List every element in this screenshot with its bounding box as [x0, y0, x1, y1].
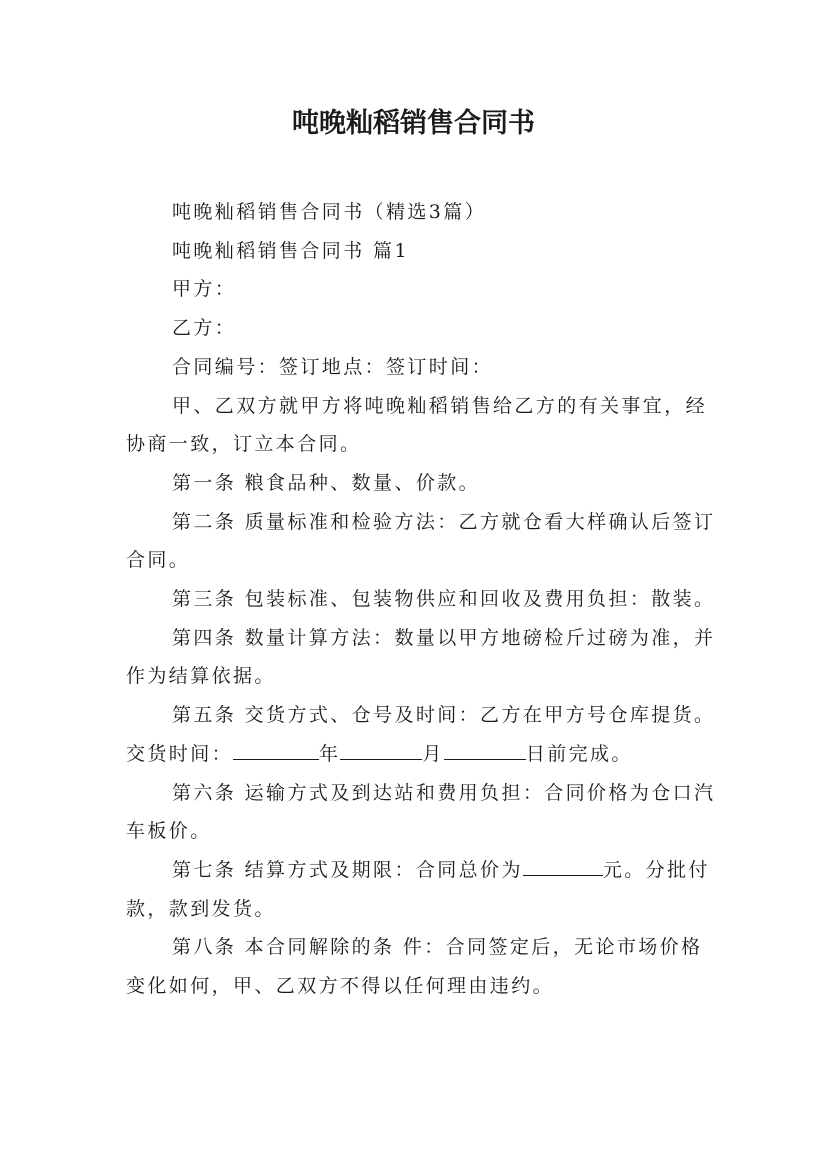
- paragraph-preamble: 甲、乙双方就甲方将吨晚籼稻销售给乙方的有关事宜，经协商一致，订立本合同。: [126, 394, 708, 456]
- paragraph-party-a: 甲方：: [172, 278, 237, 301]
- paragraph-subtitle: 吨晚籼稻销售合同书（精选3篇）: [172, 201, 487, 223]
- paragraph-contract-info: 合同编号：签订地点：签订时间：: [172, 355, 494, 378]
- paragraph-article-4: 第四条 数量计算方法：数量以甲方地磅检斤过磅为准，并作为结算依据。: [126, 626, 716, 688]
- paragraph-article-6: 第六条 运输方式及到达站和费用负担：合同价格为仓口汽车板价。: [126, 781, 716, 843]
- paragraph-section-heading: 吨晚籼稻销售合同书 篇1: [172, 239, 409, 262]
- blank-total-price: [523, 857, 603, 876]
- paragraph-article-2: 第二条 质量标准和检验方法：乙方就仓看大样确认后签订合同。: [126, 510, 716, 572]
- article-5-text-c: 月: [422, 742, 444, 765]
- paragraph-article-1: 第一条 粮食品种、数量、价款。: [172, 471, 481, 494]
- article-5-text-b: 年: [319, 742, 341, 765]
- article-5-text-a: 第五条 交货方式、仓号及时间：乙方在甲方号仓库提货。交货时间：: [126, 704, 716, 765]
- paragraph-article-8: 第八条 本合同解除的条 件：合同签定后，无论市场价格变化如何，甲、乙双方不得以任何理由违约。: [126, 936, 703, 998]
- blank-year: [233, 741, 319, 760]
- document-title: 吨晚籼稻销售合同书: [292, 108, 535, 139]
- blank-day: [444, 741, 526, 760]
- paragraph-article-3: 第三条 包装标准、包装物供应和回收及费用负担：散装。: [172, 588, 716, 611]
- blank-month: [340, 741, 422, 760]
- article-7-text-b: 元。分批付款，款到发货。: [126, 858, 710, 920]
- article-5-text-d: 日前完成。: [525, 742, 633, 765]
- paragraph-party-b: 乙方：: [172, 317, 237, 340]
- paragraph-article-7: [126, 851, 716, 928]
- document-body: [126, 193, 716, 1006]
- article-7-text-a: 第七条 结算方式及期限：合同总价为: [172, 858, 523, 881]
- paragraph-article-5: [126, 696, 716, 773]
